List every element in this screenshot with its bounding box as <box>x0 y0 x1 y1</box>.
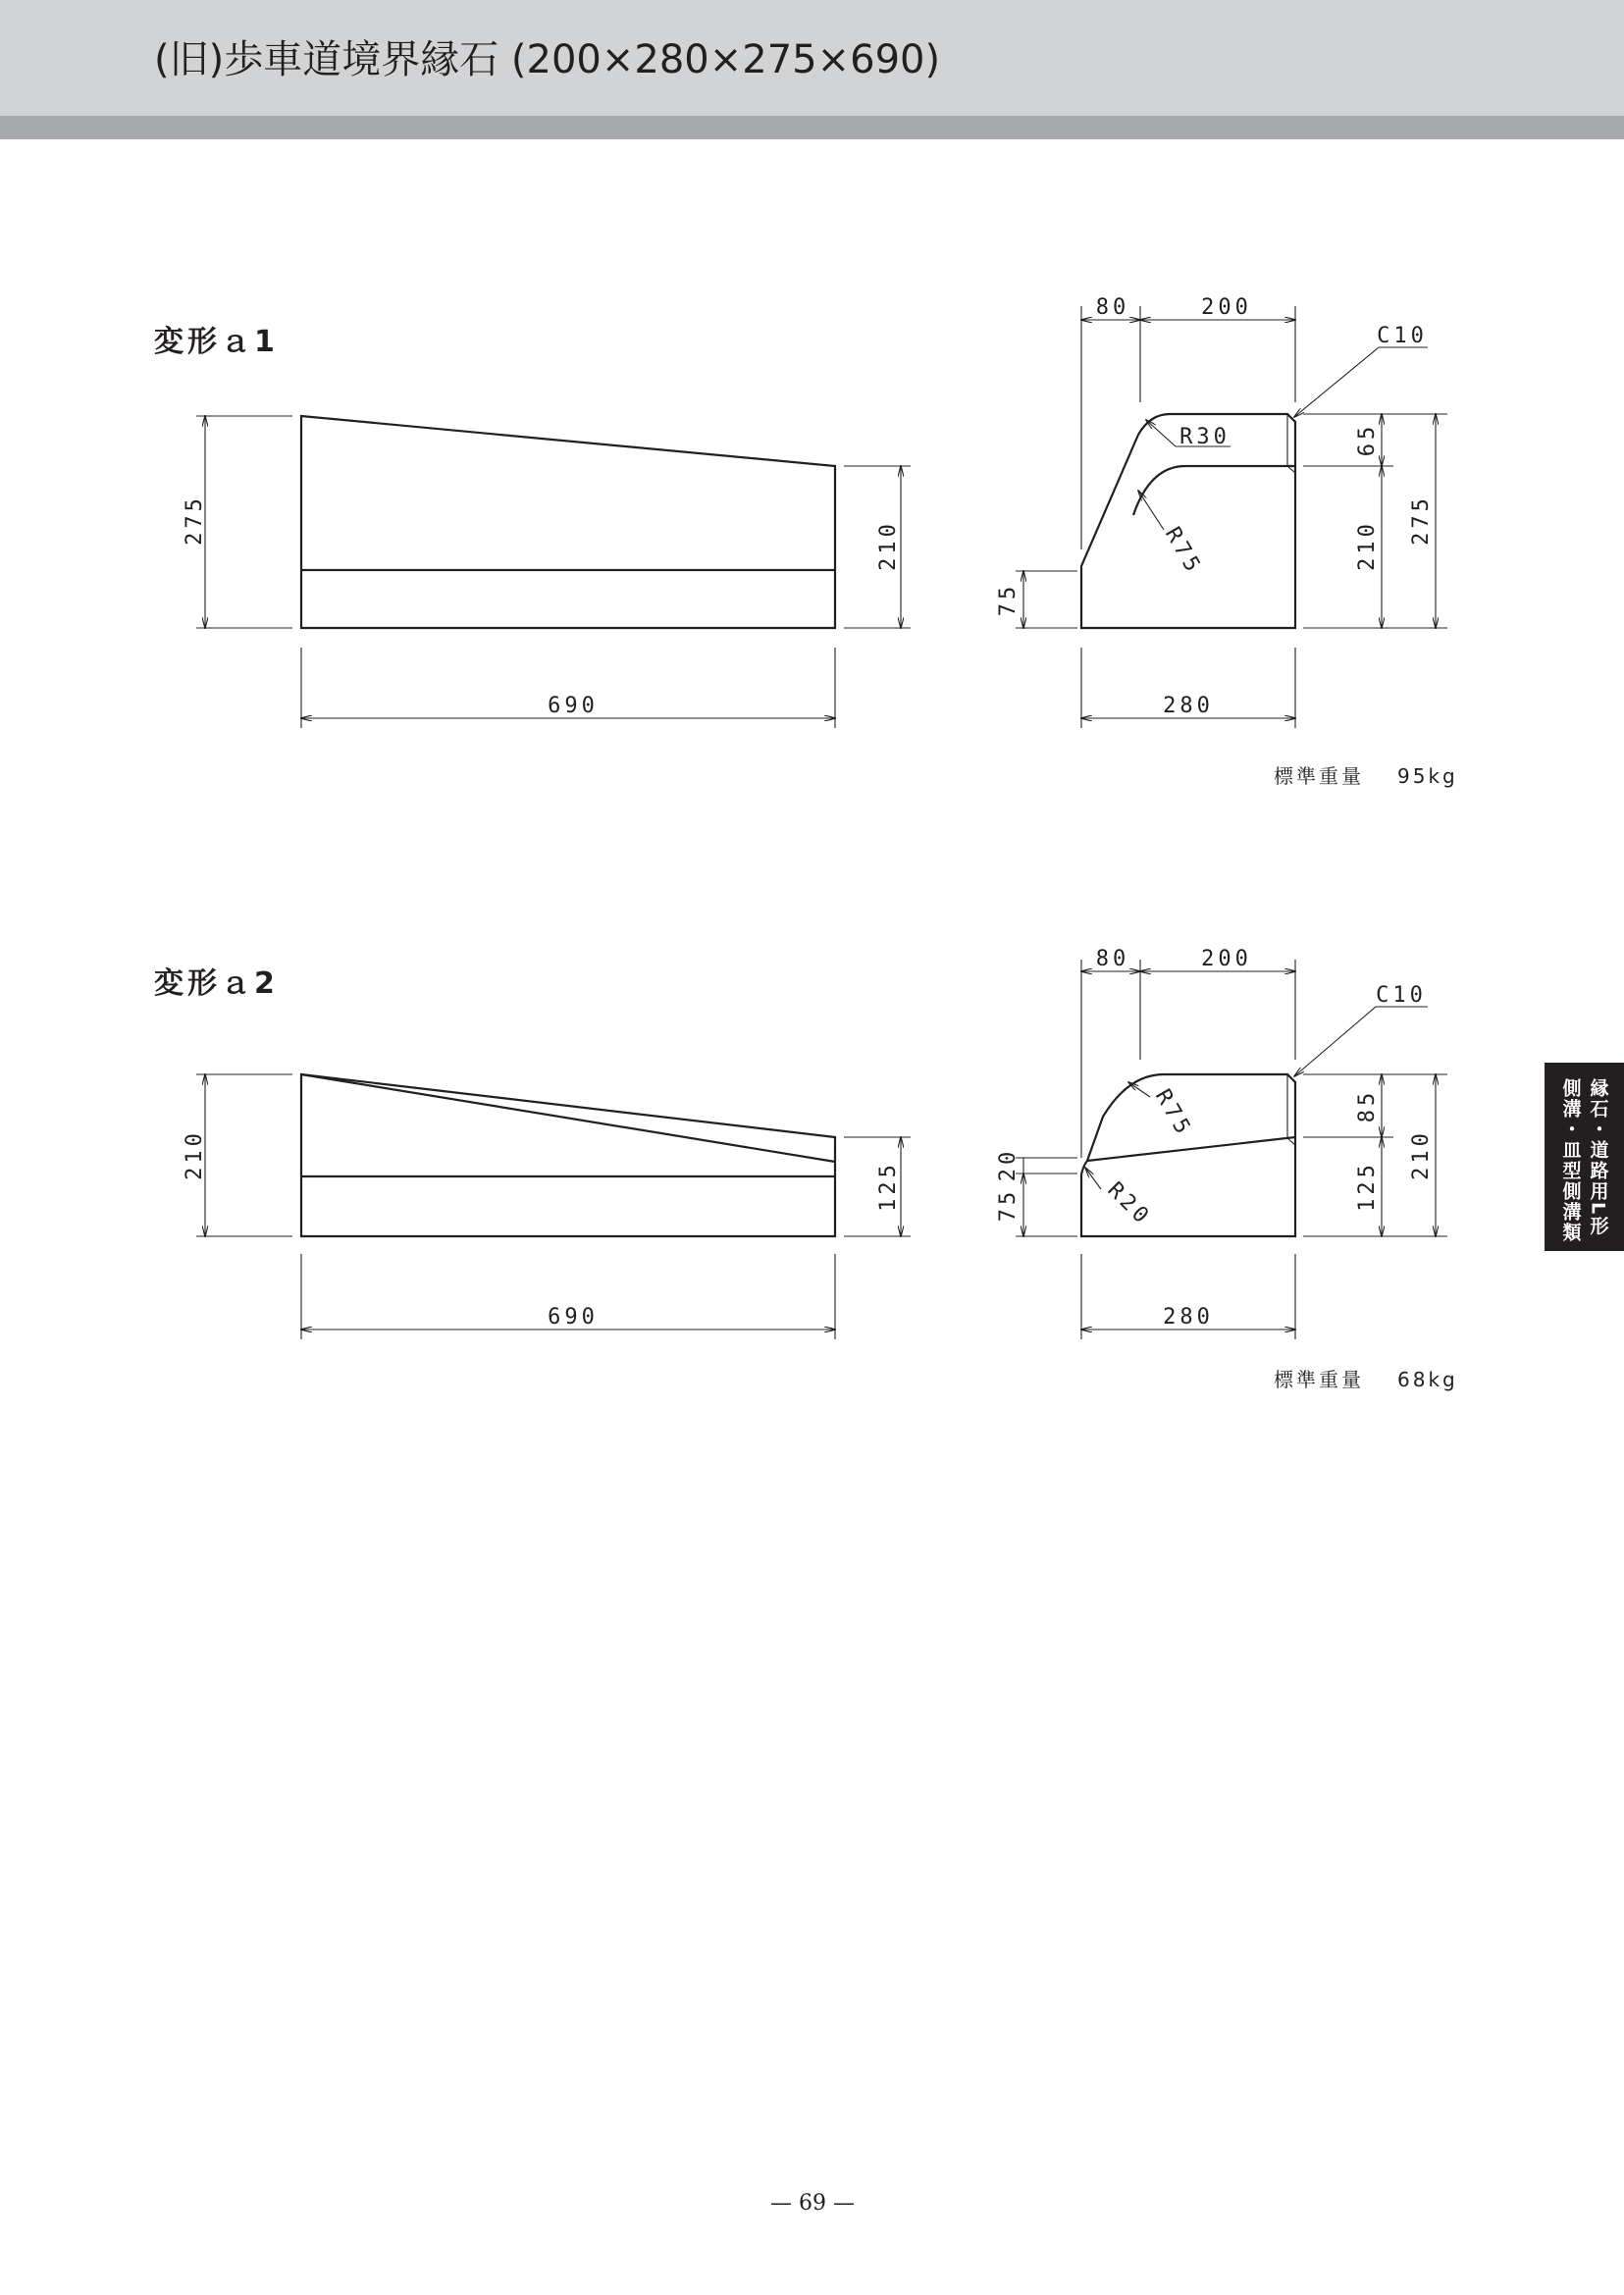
variant-a2-cross-section <box>996 947 1447 1339</box>
dim-right-upper: 65 <box>1355 422 1380 457</box>
variant-a2-label: 変形ａ2 <box>154 966 279 1001</box>
weight-value: 68kg <box>1397 1368 1458 1391</box>
side-profile-outline <box>301 416 835 628</box>
dim-top-left: 80 <box>1095 295 1130 320</box>
label-chamfer: C10 <box>1377 324 1428 348</box>
dim-base: 280 <box>1163 694 1214 718</box>
weight-value: 95kg <box>1397 764 1458 788</box>
side-profile-outline <box>301 1074 835 1236</box>
side-tab-line-2: 側溝・皿型側溝類 <box>1559 1078 1582 1243</box>
dim-height-left: 275 <box>183 495 207 546</box>
section-inner-curve <box>1133 466 1295 515</box>
label-r-large: R75 <box>1149 1085 1197 1142</box>
dim-right-total: 275 <box>1409 495 1434 546</box>
label-r-small: R30 <box>1179 425 1231 449</box>
section-outline <box>1081 1074 1295 1236</box>
dim-right-upper: 85 <box>1355 1088 1380 1123</box>
variant-a1-side-view <box>183 416 911 728</box>
dim-height-left: 210 <box>183 1129 207 1180</box>
dim-top-right: 200 <box>1201 947 1252 971</box>
dim-height-right: 210 <box>876 520 901 571</box>
weight-label: 標準重量 <box>1274 1368 1364 1391</box>
dim-length: 690 <box>548 1305 599 1330</box>
side-tab-line-1: 縁石・道路用L形 <box>1587 1078 1609 1237</box>
variant-a2 <box>154 947 1458 1391</box>
page-number: — 69 — <box>770 2191 855 2216</box>
dim-left-b: 20 <box>996 1147 1021 1182</box>
dim-length: 690 <box>548 694 599 718</box>
label-r-small: R20 <box>1102 1177 1156 1231</box>
weight-label: 標準重量 <box>1274 764 1364 788</box>
dim-right-lower: 125 <box>1355 1161 1380 1212</box>
variant-a1 <box>154 295 1458 788</box>
variant-a1-cross-section <box>996 295 1447 728</box>
section-slope <box>1087 1137 1295 1161</box>
dim-height-right: 125 <box>876 1161 901 1212</box>
dim-top-left: 80 <box>1095 947 1130 971</box>
label-chamfer: C10 <box>1376 983 1427 1008</box>
page-title: (旧)歩車道境界縁石 (200×280×275×690) <box>154 37 941 82</box>
side-profile-diagonal <box>301 1074 835 1162</box>
dim-right-lower: 210 <box>1355 520 1380 571</box>
label-r-large: R75 <box>1159 523 1207 580</box>
dim-left-step: 75 <box>996 582 1021 617</box>
variant-a2-side-view <box>183 1074 911 1339</box>
dim-right-total: 210 <box>1409 1129 1434 1180</box>
dim-left-a: 75 <box>996 1187 1021 1223</box>
dim-top-right: 200 <box>1201 295 1252 320</box>
variant-a1-label: 変形ａ1 <box>154 325 279 359</box>
dim-base: 280 <box>1163 1305 1214 1330</box>
